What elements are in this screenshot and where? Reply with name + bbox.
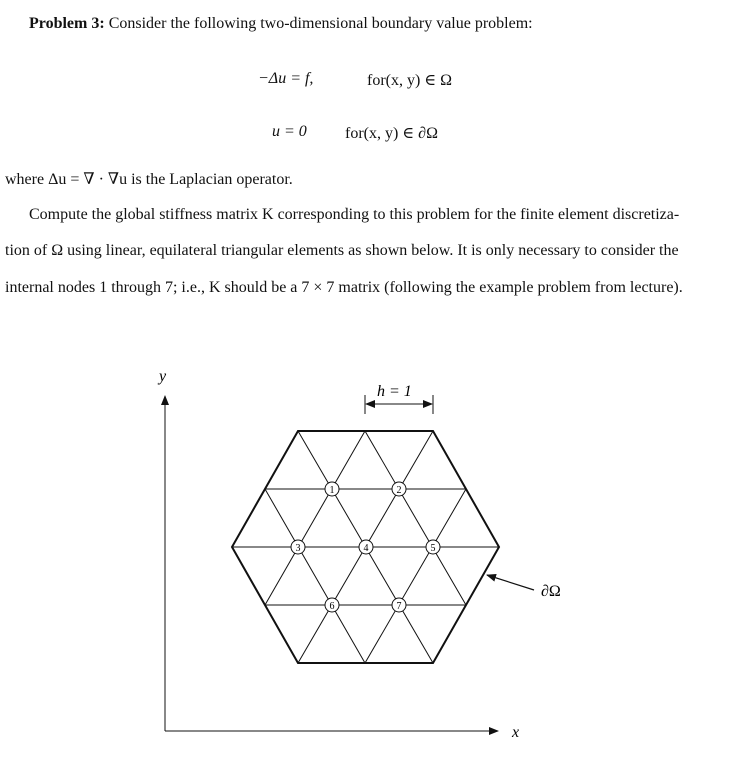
node-2	[392, 482, 406, 496]
paragraph-line-3: internal nodes 1 through 7; i.e., K should be a 7 × 7 matrix (following the example problem from lecture).	[5, 279, 683, 296]
spacing-label: h = 1	[377, 383, 412, 400]
node-4	[359, 540, 373, 554]
paragraph-line-1: Compute the global stiffness matrix K corresponding to this problem for the finite element discretiza-	[29, 206, 680, 223]
node-label: 3	[295, 543, 301, 554]
problem-intro: Consider the following two-dimensional boundary value problem:	[108, 15, 533, 32]
mesh-diag-line	[365, 431, 466, 605]
mesh-diag-line	[365, 489, 466, 663]
node-label: 7	[396, 601, 402, 612]
node-3	[291, 540, 305, 554]
equation-2-lhs: u = 0	[272, 123, 307, 140]
node-label: 2	[396, 485, 402, 496]
equation-2-condition: for(x, y) ∈ ∂Ω	[345, 125, 438, 142]
mesh-diag-line	[265, 431, 365, 605]
y-axis-label: y	[159, 368, 167, 385]
equation-1-lhs: −Δu = f,	[258, 70, 314, 87]
node-label: 5	[430, 543, 436, 554]
paragraph-line-2: tion of Ω using linear, equilateral triangular elements as shown below. It is only necessary to consider the	[5, 242, 679, 259]
node-7	[392, 598, 406, 612]
laplacian-definition: where Δu = ∇ · ∇u is the Laplacian operator.	[5, 171, 293, 188]
node-label: 1	[329, 485, 335, 496]
boundary-label: ∂Ω	[541, 583, 561, 600]
node-1	[325, 482, 339, 496]
node-6	[325, 598, 339, 612]
node-5	[426, 540, 440, 554]
x-axis-label: x	[512, 724, 520, 741]
node-label: 4	[363, 543, 369, 554]
problem-label: Problem 3:	[29, 15, 105, 32]
equation-1-condition: for(x, y) ∈ Ω	[367, 72, 453, 89]
boundary-pointer-arrow	[487, 575, 534, 590]
node-label: 6	[329, 601, 335, 612]
mesh-diag-line	[265, 489, 365, 663]
